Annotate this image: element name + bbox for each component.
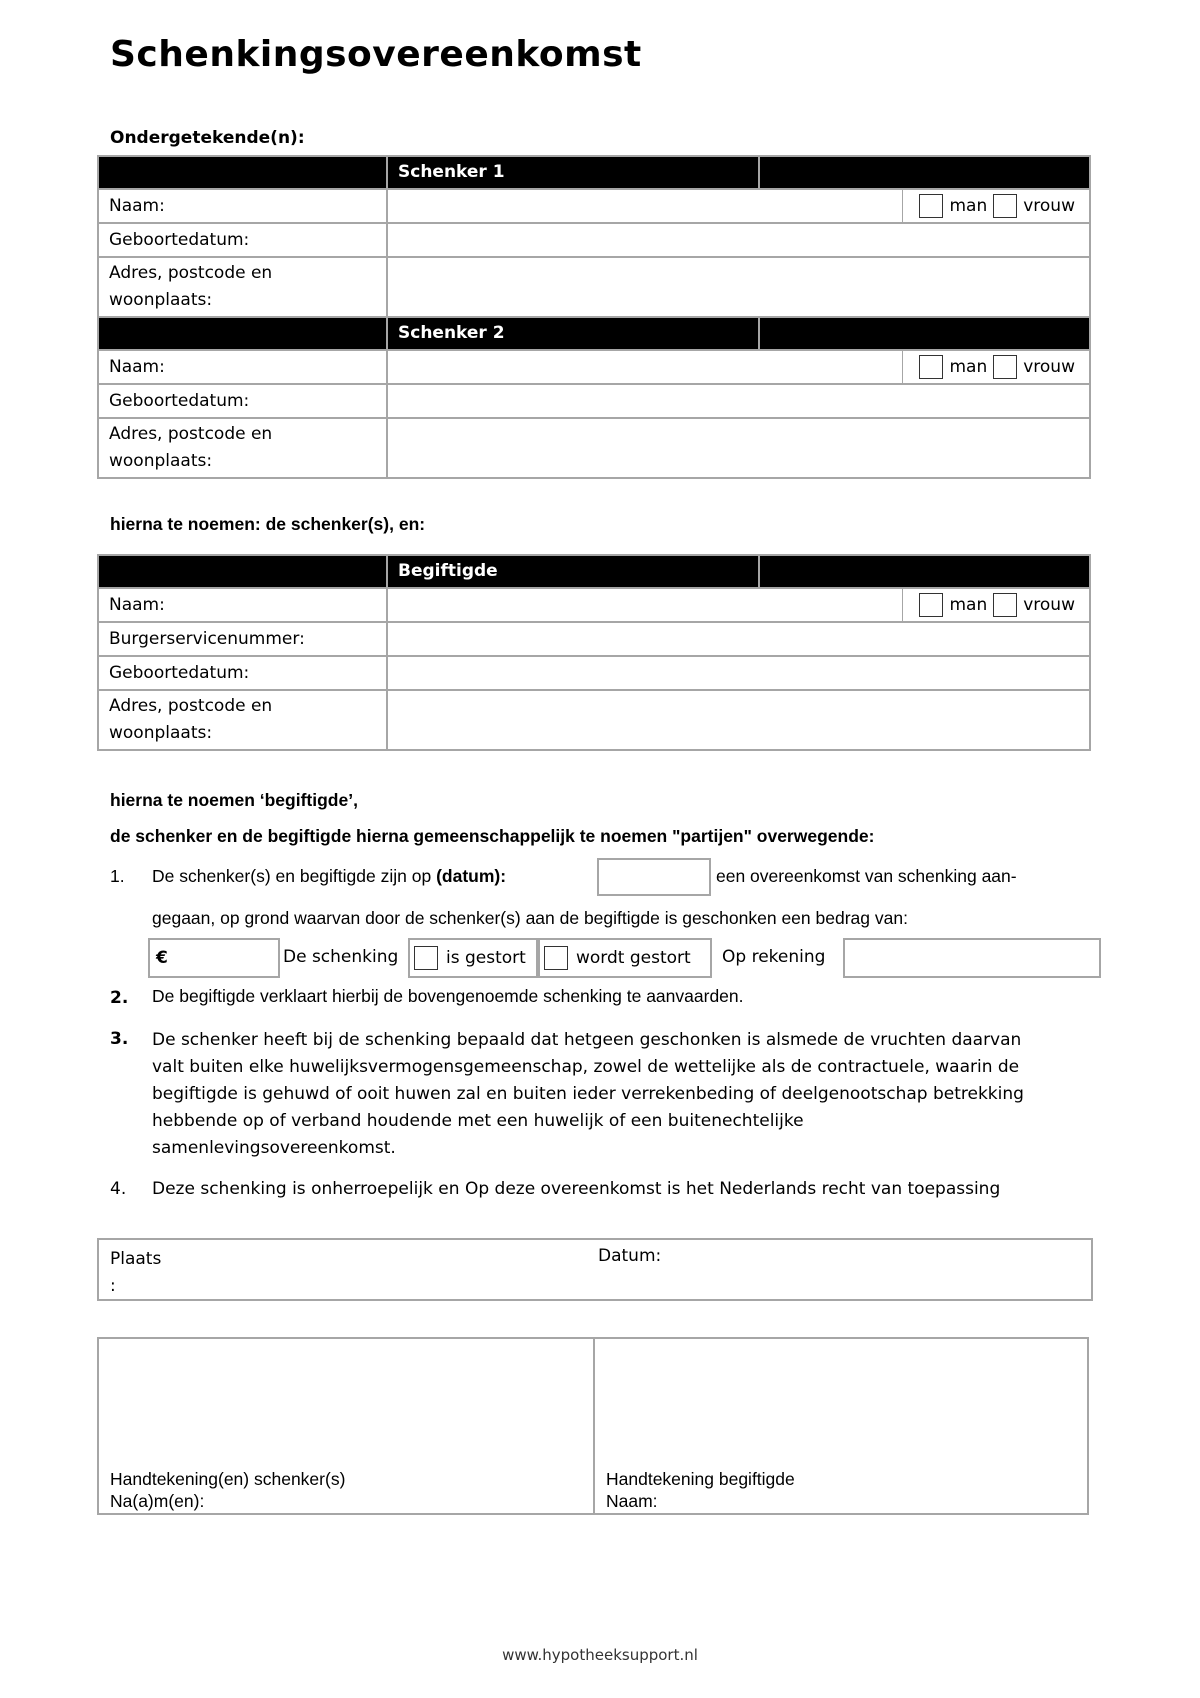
clause-2-number: 2. [110, 988, 129, 1008]
signature-schenker-labels [110, 1468, 345, 1512]
begiftigde-birthdate-label: Geboortedatum: [98, 656, 387, 690]
schenker2-vrouw-label: vrouw [1023, 356, 1075, 377]
op-rekening-label: Op rekening [722, 947, 826, 967]
begiftigde-name-label: Naam: [98, 588, 387, 622]
schenker1-gender [902, 191, 1079, 221]
clause-3-line: hebbende op of verband houdende met een huwelijk of een buitenechtelijke [152, 1111, 804, 1131]
currency-symbol: € [156, 948, 168, 968]
begiftigde-man-checkbox[interactable] [919, 593, 943, 617]
after-schenkers-text: hierna te noemen: de schenker(s), en: [110, 514, 426, 534]
clause-1-pre: De schenker(s) en begiftigde zijn op [152, 866, 432, 886]
schenker1-man-label: man [949, 195, 988, 216]
begiftigde-name-row [98, 588, 1090, 622]
after-begiftigde-text-2: de schenker en de begiftigde hierna gemeenschappelijk te noemen "partijen" overwegende: [110, 826, 875, 846]
clause-4-number: 4. [110, 1179, 127, 1199]
begiftigde-bsn-field[interactable] [387, 622, 1090, 656]
clause-4-text: Deze schenking is onherroepelijk en Op deze overeenkomst is het Nederlands recht van toepassing [152, 1179, 1001, 1199]
begiftigde-birthdate-field[interactable] [387, 656, 1090, 690]
begiftigde-vrouw-checkbox[interactable] [993, 593, 1017, 617]
clause-3-number: 3. [110, 1029, 129, 1049]
begiftigde-bsn-label: Burgerservicenummer: [98, 622, 387, 656]
amount-input[interactable] [148, 938, 280, 978]
page-title: Schenkingsovereenkomst [110, 34, 642, 75]
wordt-gestort-label: wordt gestort [576, 948, 691, 968]
signature-begiftigde-name-label: Naam: [606, 1491, 658, 1511]
begiftigde-vrouw-label: vrouw [1023, 594, 1075, 615]
clause-1-bold: (datum): [436, 866, 507, 886]
schenker2-header: Schenker 2 [387, 317, 759, 350]
schenker2-name-row [98, 350, 1090, 384]
footer-url: www.hypotheeksupport.nl [502, 1646, 698, 1664]
signature-schenker-name-label: Na(a)m(en): [110, 1491, 205, 1511]
schenker1-birthdate-field[interactable] [387, 223, 1090, 257]
begiftigde-address-field[interactable] [387, 690, 1090, 750]
signature-begiftigde-label: Handtekening begiftigde [606, 1469, 795, 1489]
date-label: Datum: [598, 1246, 662, 1266]
schenker-table [97, 155, 1091, 479]
schenker1-address-label: Adres, postcode en woonplaats: [98, 257, 387, 317]
is-gestort-checkbox[interactable] [414, 946, 438, 970]
clause-1-line-2: gegaan, op grond waarvan door de schenker(s) aan de begiftigde is geschonken een bedrag van: [152, 908, 908, 928]
schenker2-birthdate-field[interactable] [387, 384, 1090, 418]
place-label: Plaats : [110, 1249, 162, 1296]
schenker2-name-field[interactable] [387, 350, 1090, 384]
signatories-label: Ondergetekende(n): [110, 128, 305, 148]
clause-2-text: De begiftigde verklaart hierbij de bovengenoemde schenking te aanvaarden. [152, 986, 744, 1006]
schenker1-name-field[interactable] [387, 189, 1090, 223]
account-input[interactable] [843, 938, 1101, 978]
begiftigde-header-row [98, 555, 1090, 588]
begiftigde-birthdate-row [98, 656, 1090, 690]
clause-1-line-1 [152, 866, 506, 887]
schenker1-header: Schenker 1 [387, 156, 759, 189]
clause-3-text [152, 1027, 1024, 1162]
schenker1-man-checkbox[interactable] [919, 194, 943, 218]
is-gestort-option[interactable] [408, 938, 538, 978]
schenker1-address-field[interactable] [387, 257, 1090, 317]
schenker2-name-label: Naam: [98, 350, 387, 384]
schenker1-address-row [98, 257, 1090, 317]
schenker2-address-row [98, 418, 1090, 478]
schenker1-birthdate-label: Geboortedatum: [98, 223, 387, 257]
schenker1-header-row [98, 156, 1090, 189]
begiftigde-address-row [98, 690, 1090, 750]
begiftigde-bsn-row [98, 622, 1090, 656]
signature-schenker-label: Handtekening(en) schenker(s) [110, 1469, 346, 1489]
signature-begiftigde-labels [606, 1468, 795, 1512]
schenker1-birthdate-row [98, 223, 1090, 257]
clause-3-line: valt buiten elke huwelijksvermogensgemeenschap, zowel de wettelijke als de contractuele, waarin de [152, 1057, 1020, 1077]
clause-3-line: samenlevingsovereenkomst. [152, 1138, 396, 1158]
signature-begiftigde-area[interactable] [595, 1339, 1087, 1513]
signature-schenker-area[interactable] [99, 1339, 595, 1513]
signature-box [97, 1337, 1089, 1515]
clause-1-date-input[interactable] [597, 858, 711, 896]
schenker2-man-checkbox[interactable] [919, 355, 943, 379]
begiftigde-gender [902, 590, 1079, 620]
place-date-box [97, 1238, 1093, 1301]
schenker2-header-row [98, 317, 1090, 350]
schenker2-birthdate-label: Geboortedatum: [98, 384, 387, 418]
wordt-gestort-checkbox[interactable] [544, 946, 568, 970]
schenker1-name-row [98, 189, 1090, 223]
schenker2-gender [902, 352, 1079, 382]
clause-1-number: 1. [110, 866, 125, 886]
is-gestort-label: is gestort [446, 948, 526, 968]
schenker2-man-label: man [949, 356, 988, 377]
begiftigde-header: Begiftigde [387, 555, 759, 588]
clause-3-line: begiftigde is gehuwd of ooit huwen zal en buiten ieder verrekenbeding of deelgenootschap betrekking [152, 1084, 1024, 1104]
clause-3-line: De schenker heeft bij de schenking bepaald dat hetgeen geschonken is alsmede de vruchten daarvan [152, 1030, 1022, 1050]
schenker2-vrouw-checkbox[interactable] [993, 355, 1017, 379]
begiftigde-address-label: Adres, postcode en woonplaats: [98, 690, 387, 750]
schenker2-address-label: Adres, postcode en woonplaats: [98, 418, 387, 478]
clause-1-post: een overeenkomst van schenking aan- [716, 866, 1017, 886]
begiftigde-table [97, 554, 1091, 751]
schenker1-vrouw-checkbox[interactable] [993, 194, 1017, 218]
schenker1-name-label: Naam: [98, 189, 387, 223]
after-begiftigde-text-1: hierna te noemen ‘begiftigde’, [110, 790, 358, 810]
schenker2-birthdate-row [98, 384, 1090, 418]
schenker1-vrouw-label: vrouw [1023, 195, 1075, 216]
de-schenking-label: De schenking [283, 947, 399, 967]
schenker2-address-field[interactable] [387, 418, 1090, 478]
wordt-gestort-option[interactable] [538, 938, 712, 978]
begiftigde-man-label: man [949, 594, 988, 615]
begiftigde-name-field[interactable] [387, 588, 1090, 622]
